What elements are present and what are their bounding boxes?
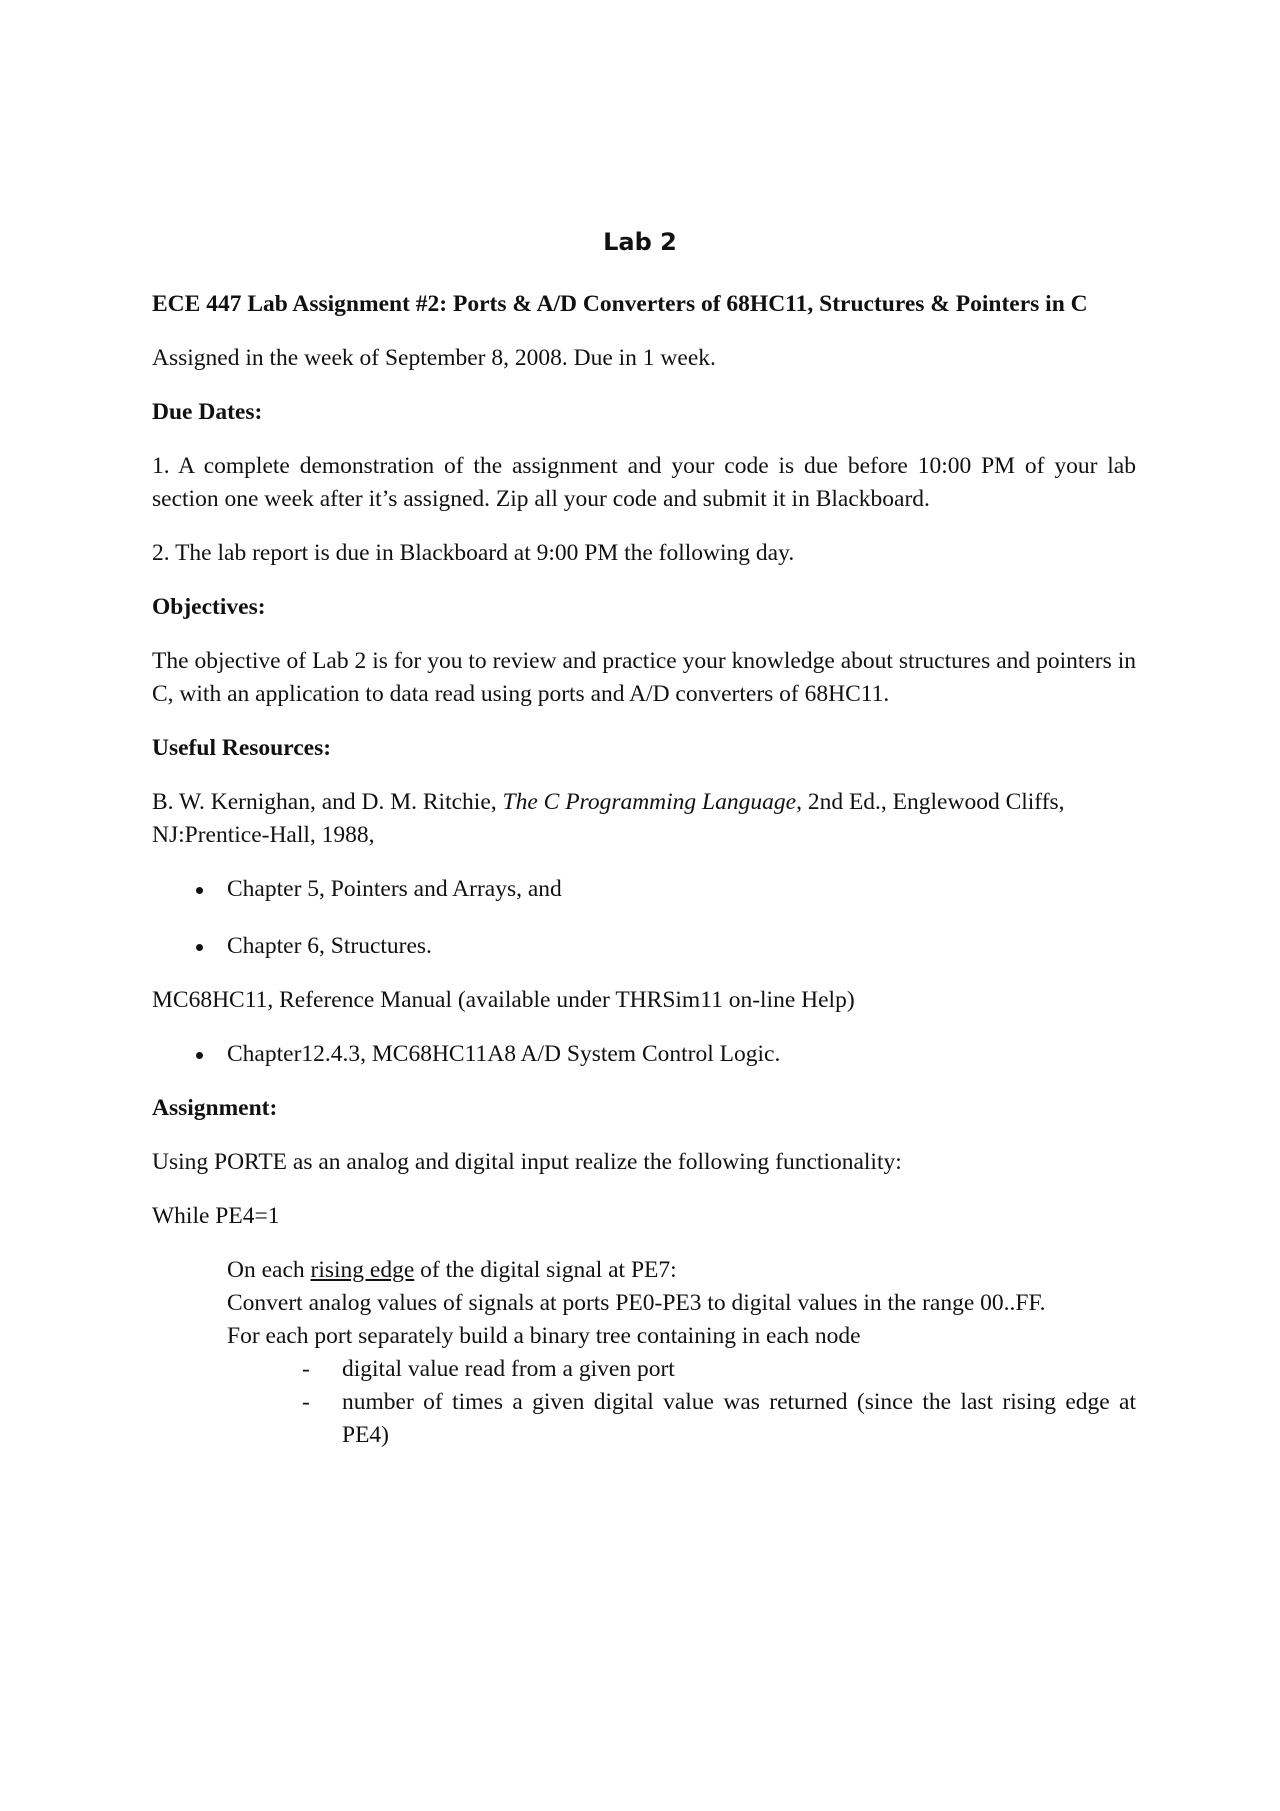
node-item-label: number of times a given digital value was returned (since the last rising edge at PE4) <box>342 1389 1136 1448</box>
while-condition: While PE4=1 <box>152 1203 280 1229</box>
due-date-item-2: 2. The lab report is due in Blackboard at 9:00 PM the following day. <box>152 540 795 566</box>
list-item <box>152 930 1136 963</box>
node-item-label: digital value read from a given port <box>342 1356 675 1382</box>
assignment-heading: ECE 447 Lab Assignment #2: Ports & A/D Converters of 68HC11, Structures & Pointers in C <box>152 291 1088 317</box>
assignment-label: Assignment: <box>152 1095 278 1121</box>
manual-chapter-list <box>152 1038 1136 1071</box>
bullet-icon <box>196 1052 203 1059</box>
rising-suffix: of the digital signal at PE7: <box>414 1257 677 1283</box>
document-body <box>152 288 1136 1452</box>
convert-line: Convert analog values of signals at ports PE0-PE3 to digital values in the range 00..FF. <box>227 1290 1046 1316</box>
due-dates-label: Due Dates: <box>152 399 263 425</box>
dash-bullet: - <box>302 1356 310 1382</box>
manual-reference: MC68HC11, Reference Manual (available under THRSim11 on-line Help) <box>152 987 855 1013</box>
rising-prefix: On each <box>227 1257 311 1283</box>
chapter-label: Chapter 6, Structures. <box>227 933 432 959</box>
objectives-label: Objectives: <box>152 594 266 620</box>
book-chapter-list <box>152 873 1136 963</box>
chapter-label: Chapter 5, Pointers and Arrays, and <box>227 876 562 902</box>
resources-label: Useful Resources: <box>152 735 332 761</box>
objectives-text: The objective of Lab 2 is for you to review and practice your knowledge about structures and pointers in C, with an application to data read using ports and A/D converters of 68HC11. <box>152 648 1136 707</box>
loop-body <box>227 1254 1136 1452</box>
assignment-intro: Using PORTE as an analog and digital input realize the following functionality: <box>152 1149 902 1175</box>
book-reference <box>152 786 1136 852</box>
node-content-list <box>227 1353 1136 1452</box>
rising-edge-term: rising edge <box>310 1257 415 1283</box>
rising-edge-line <box>227 1254 1136 1287</box>
list-item <box>302 1386 1136 1452</box>
book-title: The C Programming Language <box>502 789 797 815</box>
assigned-note: Assigned in the week of September 8, 2008. Due in 1 week. <box>152 345 716 371</box>
page-title: Lab 2 <box>603 228 677 256</box>
list-item <box>152 1038 1136 1071</box>
list-item <box>152 873 1136 906</box>
list-item <box>302 1353 1136 1386</box>
bullet-icon <box>196 944 203 951</box>
tree-line: For each port separately build a binary tree containing in each node <box>227 1323 861 1349</box>
chapter-label: Chapter12.4.3, MC68HC11A8 A/D System Control Logic. <box>227 1041 781 1067</box>
book-authors: B. W. Kernighan, and D. M. Ritchie, <box>152 789 503 815</box>
due-date-item-1: 1. A complete demonstration of the assignment and your code is due before 10:00 PM of your lab section one week after it’s assigned. Zip all your code and submit it in Blackboard. <box>152 453 1136 512</box>
bullet-icon <box>196 887 203 894</box>
book-publication: , 2nd Ed., Englewood Cliffs, NJ:Prentice-Hall, 1988, <box>152 789 1065 848</box>
dash-bullet: - <box>302 1389 310 1415</box>
